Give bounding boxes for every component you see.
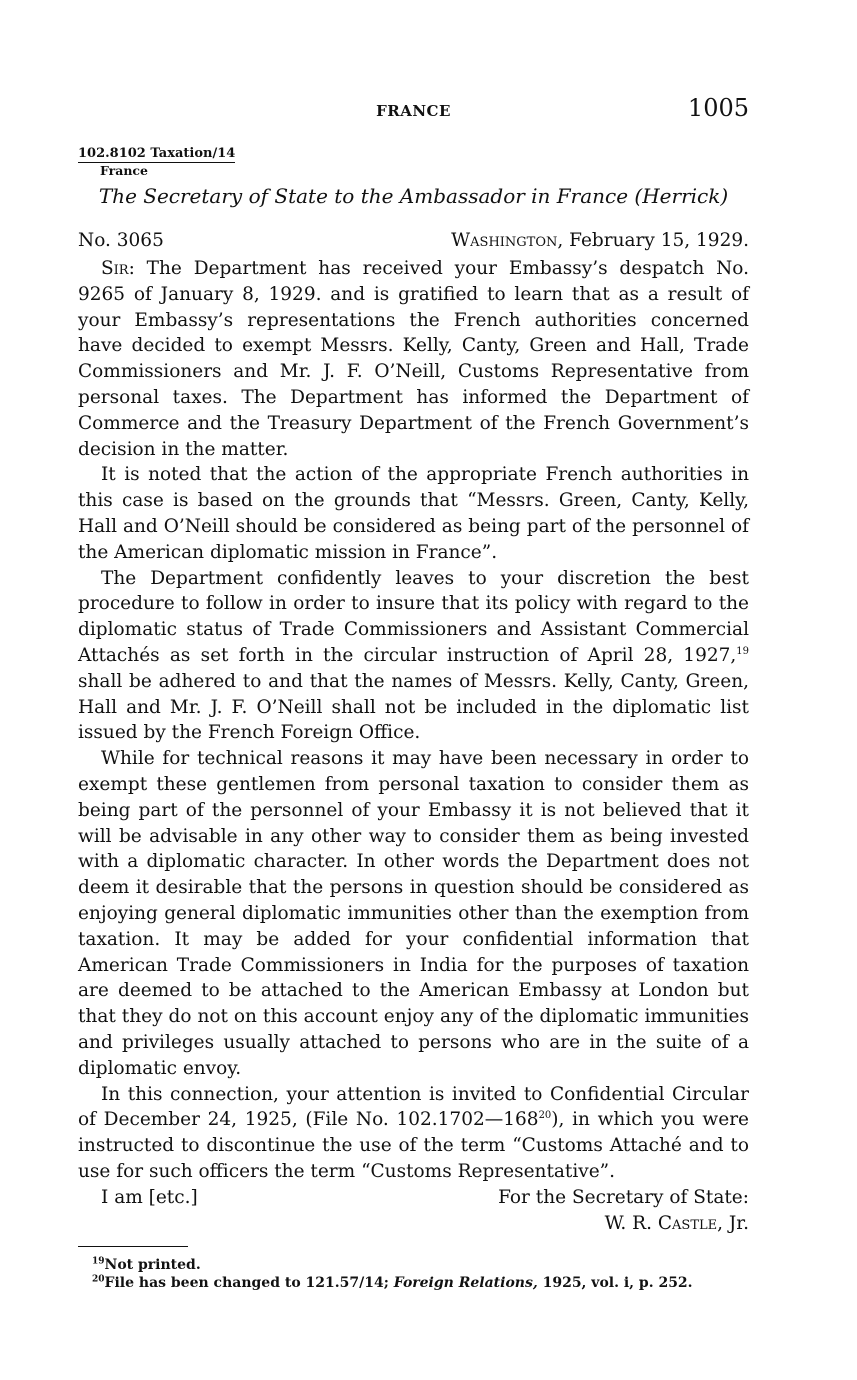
dateline [78,230,749,251]
salutation: Sir [101,258,129,279]
paragraph-3 [78,566,749,747]
running-head [78,94,749,124]
closing-block [78,1185,749,1237]
footnote-ref-20: 20 [538,1110,552,1122]
for-line: For the Secretary of State: [498,1187,749,1208]
footnote-20-text-b: 1925, vol. i, p. 252. [537,1275,693,1291]
signature [78,1211,749,1237]
footnote-19-text: Not printed. [104,1257,201,1273]
signer-suffix: , Jr. [717,1212,749,1234]
footnote-19-mark: 19 [92,1256,105,1267]
signer-initials: W. R. [604,1212,658,1234]
paragraph-1-text: : The Department has received your Embassy’s despatch No. 9265 of January 8, 1929. and is gratified to learn that as a result of your Embassy’s representations the French authorities concerned have decided to exempt Messrs. Kelly, Canty, Green and Hall, Trade Commissioners and Mr. J. F. O’Neill, Customs Representative from personal taxes. The Department has informed the Department of Commerce and the Treasury Department of the French Government’s decision in the matter. [78,258,749,460]
footnote-20-text-a: File has been changed to 121.57/14; [104,1275,394,1291]
paragraph-1 [78,256,749,462]
file-number: 102.8102 Taxation/14 [78,146,236,161]
footnote-divider [78,1246,188,1247]
paragraph-3-text-b: shall be adhered to and that the names of Messrs. Kelly, Canty, Green, Hall and Mr. J. F. O’Neill shall not be included in the diplomatic list issued by the French Foreign Office. [78,670,749,744]
file-reference [78,146,235,178]
page-number: 1005 [687,94,749,122]
place-and-date [451,230,749,251]
signer-surname: Castle [657,1212,718,1234]
footnote-20 [92,1274,693,1292]
footnote-20-italic: Foreign Relations, [393,1275,538,1291]
complimentary-close: I am [etc.] [101,1187,198,1208]
paragraph-3-text-a: The Department confidently leaves to your discretion the best procedure to follow in order to insure that its policy with regard to the diplomatic status of Trade Commissioners and Assistant Commercial Attachés as set forth in the circular instruction of April 28, 1927, [78,567,749,666]
paragraph-5 [78,1082,749,1185]
paragraph-5-text-b: ), in which you were instructed to discontinue the use of the term “Customs Attaché and to use for such officers the term “Customs Representative”. [78,1109,749,1182]
date: , February 15, 1929. [557,230,749,251]
letter-body [78,256,749,1185]
footnotes [92,1256,693,1292]
paragraph-5-text-a: In this connection, your attention is invited to Confidential Circular of December 24, 1925, (File No. 102.1702—168 [78,1083,749,1131]
paragraph-2: It is noted that the action of the appropriate French authorities in this case is based on the grounds that “Messrs. Green, Canty, Kelly, Hall and O’Neill should be considered as being part of the personnel of the American diplomatic mission in France”. [78,464,749,563]
footnote-20-mark: 20 [92,1274,105,1285]
paragraph-4: While for technical reasons it may have been necessary in order to exempt these gentlemen from personal taxation to consider them as being part of the personnel of your Embassy it is not believed that it will be advisable in any other way to consider them as being invested with a diplomatic character. In other words the Department does not deem it desirable that the persons in question should be considered as enjoying general diplomatic immunities other than the exemption from taxation. It may be added for your confidential information that American Trade Commissioners in India for the purposes of taxation are deemed to be attached to the American Embassy at London but that they do not on this account enjoy any of the diplomatic immunities and privileges usually attached to persons who are in the suite of a diplomatic envoy. [78,748,749,1079]
file-country: France [100,163,148,178]
closing-row [78,1185,749,1211]
running-head-title: FRANCE [376,102,451,120]
place: Washington [451,230,558,251]
footnote-ref-19: 19 [736,645,749,657]
document-heading: The Secretary of State to the Ambassador in France (Herrick) [98,184,729,208]
footnote-19 [92,1256,693,1274]
despatch-number: No. 3065 [78,230,164,251]
